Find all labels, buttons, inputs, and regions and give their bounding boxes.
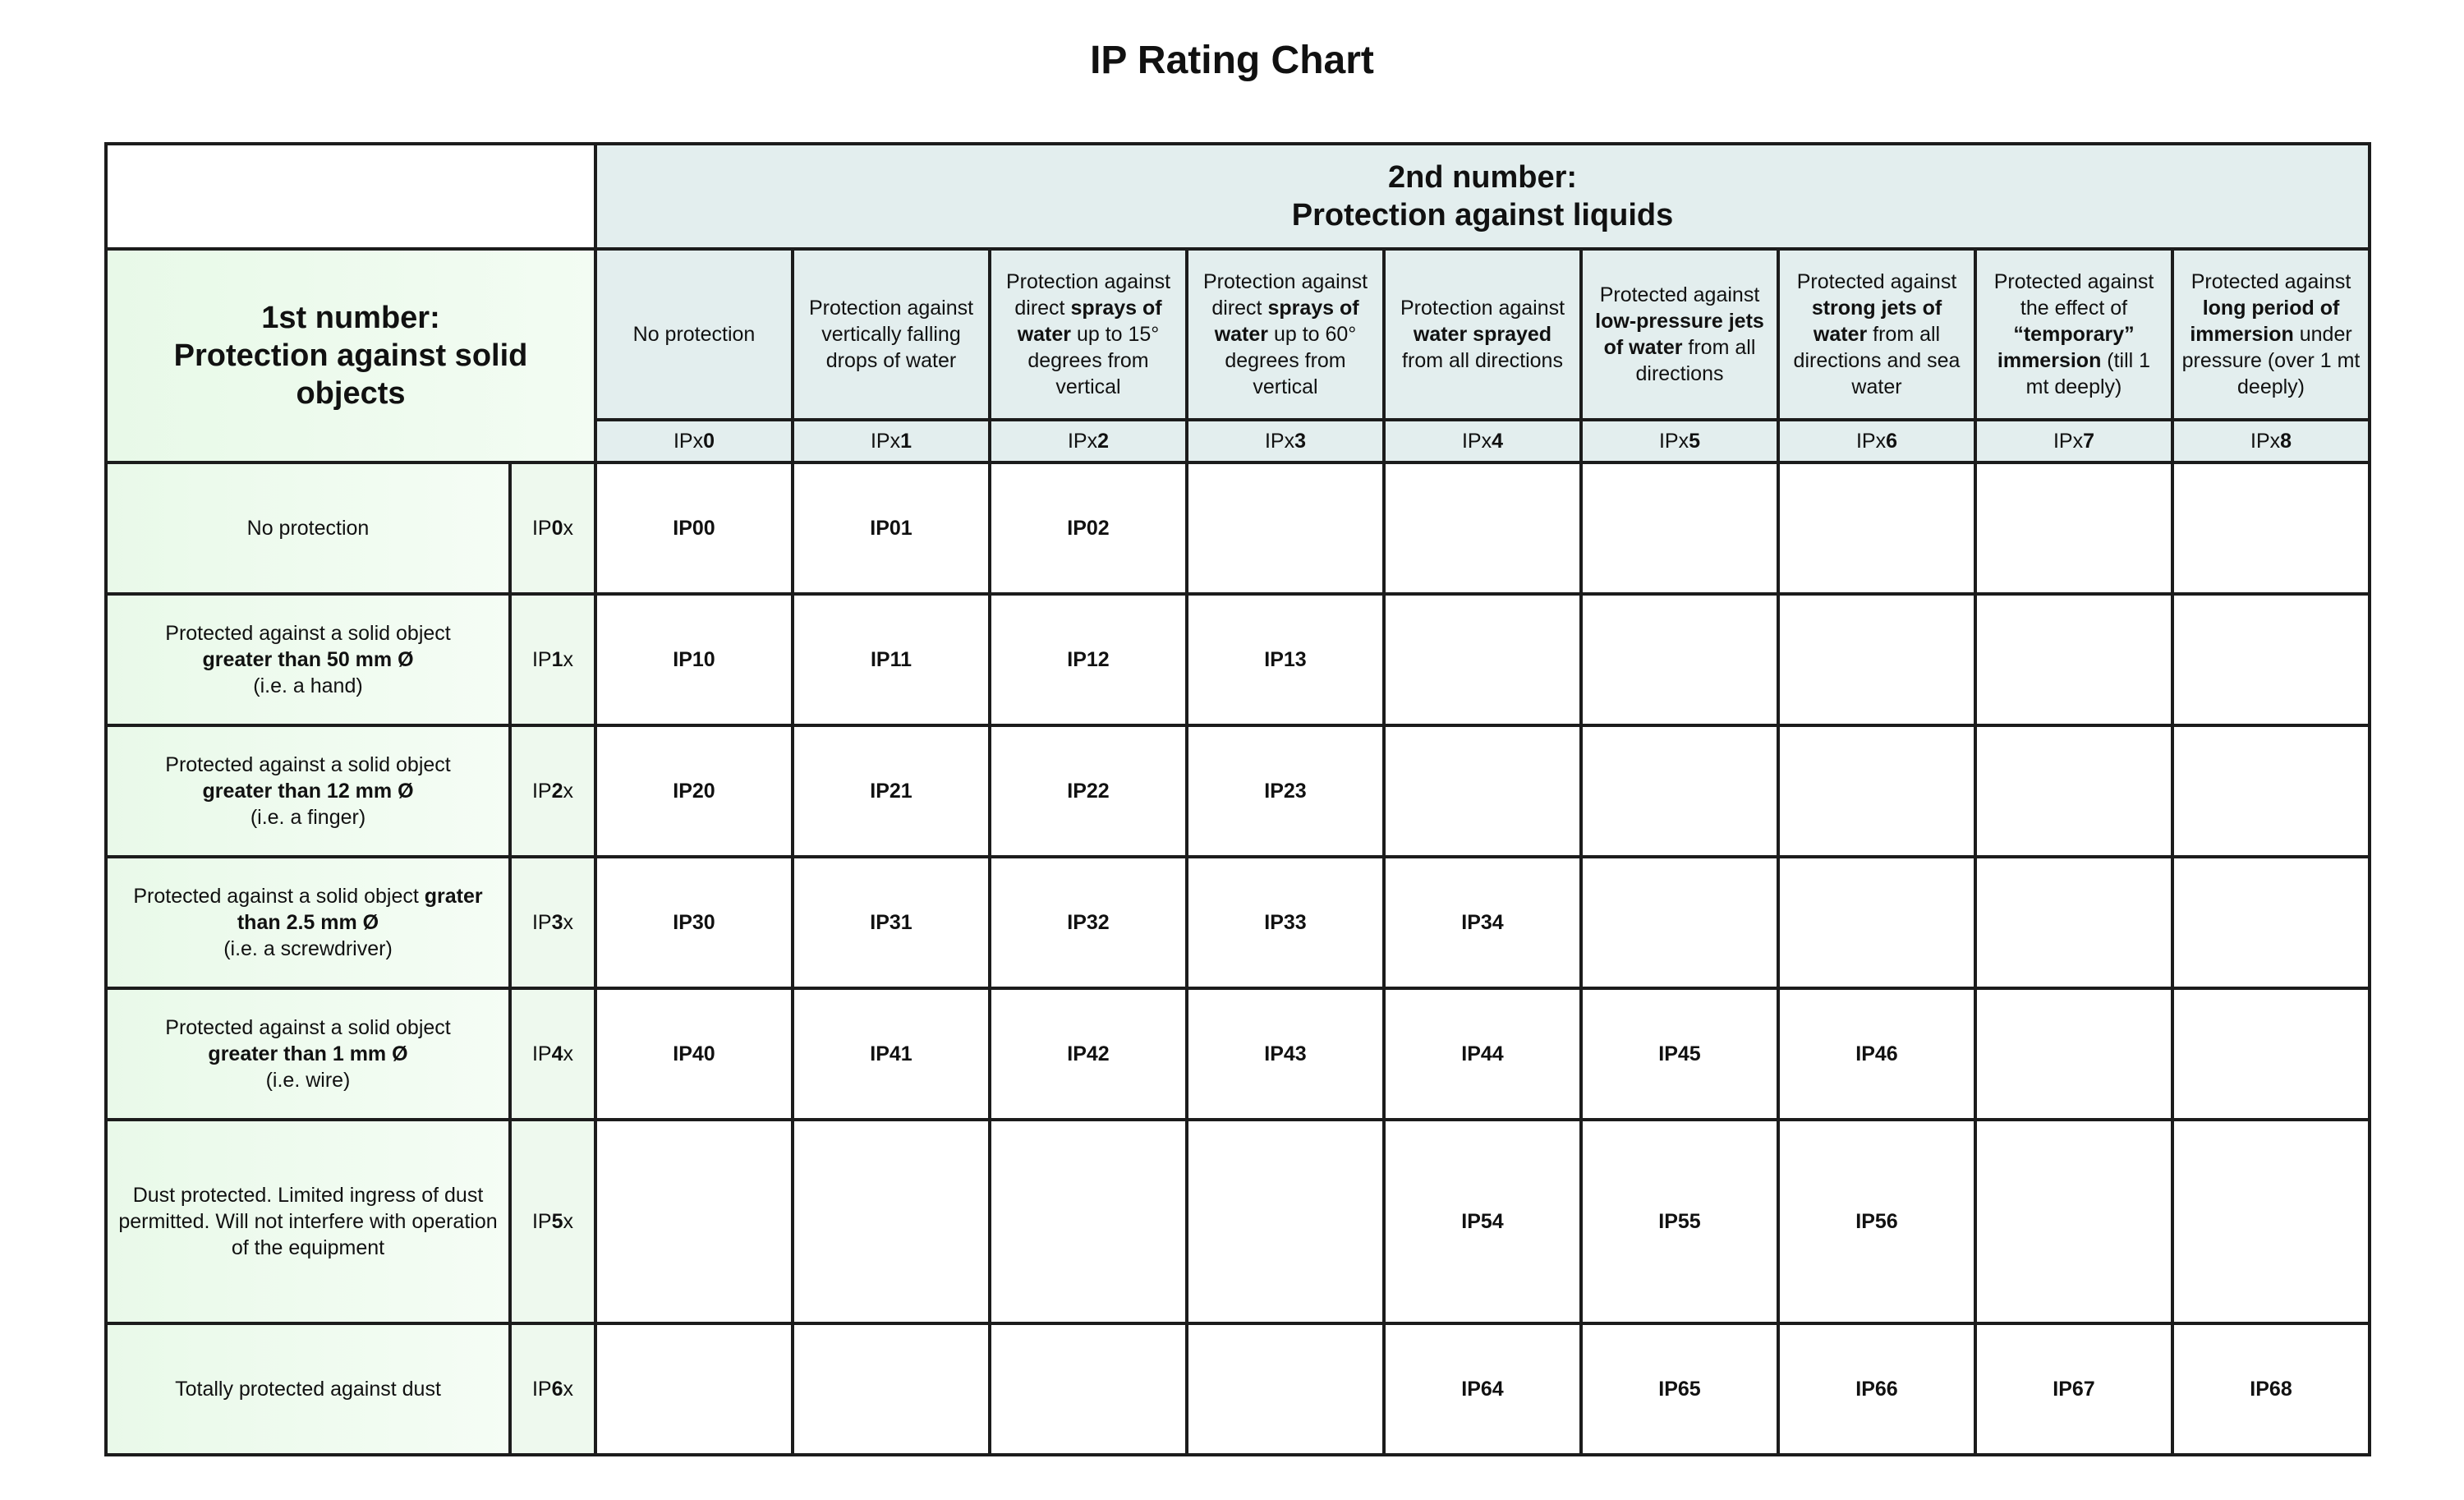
rating-cell: IP20 bbox=[595, 725, 793, 857]
rating-cell bbox=[990, 1120, 1187, 1323]
desc-fragment: low-pressure jets of water bbox=[1595, 310, 1764, 359]
desc-fragment: Protection against vertically falling drops of water bbox=[808, 297, 974, 372]
desc-fragment: up to 15° degrees from vertical bbox=[1027, 323, 1160, 398]
code-digit: 6 bbox=[1886, 430, 1898, 453]
rating-cell bbox=[1975, 725, 2172, 857]
rating-cell: IP34 bbox=[1384, 857, 1581, 988]
code-suffix: x bbox=[563, 1378, 574, 1401]
rating-cell: IP21 bbox=[793, 725, 990, 857]
rating-cell bbox=[1187, 462, 1384, 594]
desc-fragment: from all directions bbox=[1635, 336, 1756, 385]
rating-cell bbox=[2172, 857, 2370, 988]
desc-fragment: Protected against the effect of bbox=[1993, 270, 2154, 320]
desc-fragment: sprays of water bbox=[1017, 297, 1162, 346]
code-digit: 5 bbox=[1689, 430, 1701, 453]
desc-fragment: Totally protected against dust bbox=[175, 1378, 441, 1401]
rating-cell bbox=[2172, 594, 2370, 725]
rating-cell bbox=[595, 1120, 793, 1323]
rating-cell bbox=[2172, 725, 2370, 857]
rating-cell bbox=[1384, 725, 1581, 857]
rating-cell bbox=[2172, 988, 2370, 1120]
desc-fragment: Protected against bbox=[1796, 270, 1957, 293]
code-suffix: x bbox=[563, 1210, 574, 1233]
table-row bbox=[106, 462, 2370, 594]
desc-fragment: No protection bbox=[632, 323, 756, 346]
desc-fragment: greater than 12 mm Ø bbox=[202, 780, 414, 803]
rating-cell: IP42 bbox=[990, 988, 1187, 1120]
code-prefix: IPx bbox=[2053, 430, 2084, 453]
desc-fragment: strong jets of water bbox=[1811, 297, 1942, 346]
code-digit: 8 bbox=[2280, 430, 2292, 453]
solid-level-3-description bbox=[106, 857, 510, 988]
code-prefix: IP bbox=[531, 648, 552, 671]
code-prefix: IPx bbox=[1264, 430, 1295, 453]
desc-fragment: Protected against a solid object bbox=[165, 622, 451, 645]
solid-level-4-description bbox=[106, 988, 510, 1120]
code-prefix: IPx bbox=[2250, 430, 2281, 453]
liquid-level-8-description bbox=[2172, 249, 2370, 420]
code-prefix: IPx bbox=[870, 430, 901, 453]
liquid-protection-header bbox=[595, 144, 2370, 249]
solid-code-ip1x bbox=[510, 594, 595, 725]
solid-header-line1: 1st number: bbox=[261, 301, 440, 335]
rating-cell: IP30 bbox=[595, 857, 793, 988]
liquid-level-3-description bbox=[1187, 249, 1384, 420]
liquid-level-0-description bbox=[595, 249, 793, 420]
solid-level-0-description bbox=[106, 462, 510, 594]
code-digit: 3 bbox=[551, 911, 563, 934]
desc-fragment: Protected against a solid object bbox=[165, 753, 451, 776]
code-suffix: x bbox=[563, 648, 574, 671]
solid-code-ip0x bbox=[510, 462, 595, 594]
rating-cell bbox=[1778, 462, 1975, 594]
desc-fragment: (i.e. a screwdriver) bbox=[223, 937, 393, 960]
rating-cell bbox=[595, 1323, 793, 1455]
solid-code-ip2x bbox=[510, 725, 595, 857]
desc-fragment: No protection bbox=[246, 517, 370, 540]
desc-fragment: under pressure (over 1 mt deeply) bbox=[2181, 323, 2361, 398]
code-digit: 1 bbox=[551, 648, 563, 671]
liquid-level-1-description bbox=[793, 249, 990, 420]
code-digit: 5 bbox=[551, 1210, 563, 1233]
desc-fragment: Protection against bbox=[1400, 297, 1565, 320]
rating-cell bbox=[1778, 725, 1975, 857]
rating-cell: IP32 bbox=[990, 857, 1187, 988]
rating-cell: IP66 bbox=[1778, 1323, 1975, 1455]
desc-fragment: water sprayed bbox=[1413, 323, 1552, 346]
desc-fragment: from all directions bbox=[1402, 349, 1563, 372]
solid-code-ip5x bbox=[510, 1120, 595, 1323]
rating-cell: IP54 bbox=[1384, 1120, 1581, 1323]
rating-cell: IP45 bbox=[1581, 988, 1778, 1120]
code-prefix: IP bbox=[531, 1378, 552, 1401]
rating-cell: IP67 bbox=[1975, 1323, 2172, 1455]
desc-fragment: “temporary” immersion bbox=[1997, 323, 2135, 372]
rating-cell: IP23 bbox=[1187, 725, 1384, 857]
rating-cell bbox=[1581, 725, 1778, 857]
rating-cell: IP10 bbox=[595, 594, 793, 725]
code-suffix: x bbox=[563, 517, 574, 540]
rating-cell: IP43 bbox=[1187, 988, 1384, 1120]
rating-cell: IP33 bbox=[1187, 857, 1384, 988]
desc-fragment: grater than 2.5 mm Ø bbox=[237, 885, 483, 934]
code-prefix: IP bbox=[531, 780, 552, 803]
rating-cell bbox=[990, 1323, 1187, 1455]
page-title: IP Rating Chart bbox=[1090, 39, 1374, 82]
code-digit: 2 bbox=[551, 780, 563, 803]
desc-fragment: greater than 50 mm Ø bbox=[202, 648, 414, 671]
desc-fragment: from all directions and sea water bbox=[1793, 323, 1961, 398]
solid-level-2-description bbox=[106, 725, 510, 857]
rating-cell: IP22 bbox=[990, 725, 1187, 857]
rating-cell bbox=[1975, 988, 2172, 1120]
rating-cell bbox=[1975, 857, 2172, 988]
solid-code-ip3x bbox=[510, 857, 595, 988]
desc-fragment: Protection against direct bbox=[1005, 270, 1171, 320]
code-prefix: IPx bbox=[1658, 430, 1689, 453]
desc-fragment: (i.e. wire) bbox=[265, 1069, 351, 1092]
ip-rating-table bbox=[104, 142, 2371, 1456]
table-row bbox=[106, 725, 2370, 857]
desc-fragment: (i.e. a hand) bbox=[253, 674, 363, 697]
rating-cell: IP00 bbox=[595, 462, 793, 594]
code-digit: 0 bbox=[551, 517, 563, 540]
rating-cell: IP13 bbox=[1187, 594, 1384, 725]
solid-header-line2: Protection against solid objects bbox=[173, 338, 528, 411]
table-row bbox=[106, 857, 2370, 988]
desc-fragment: (till 1 mt deeply) bbox=[2025, 349, 2151, 398]
liquid-code-ipx7 bbox=[1975, 420, 2172, 462]
desc-fragment: Protected against bbox=[1599, 283, 1760, 306]
desc-fragment: sprays of water bbox=[1214, 297, 1359, 346]
rating-cell: IP68 bbox=[2172, 1323, 2370, 1455]
liquid-code-ipx0 bbox=[595, 420, 793, 462]
rating-cell bbox=[793, 1120, 990, 1323]
code-prefix: IPx bbox=[1067, 430, 1098, 453]
code-prefix: IPx bbox=[673, 430, 704, 453]
rating-cell: IP55 bbox=[1581, 1120, 1778, 1323]
liquid-code-ipx6 bbox=[1778, 420, 1975, 462]
table-row bbox=[106, 594, 2370, 725]
code-prefix: IPx bbox=[1461, 430, 1492, 453]
rating-cell: IP44 bbox=[1384, 988, 1581, 1120]
rating-cell bbox=[1187, 1323, 1384, 1455]
solid-code-ip4x bbox=[510, 988, 595, 1120]
liquid-level-7-description bbox=[1975, 249, 2172, 420]
table-row bbox=[106, 1323, 2370, 1455]
code-digit: 0 bbox=[703, 430, 715, 453]
liquid-header-line2: Protection against liquids bbox=[1291, 198, 1674, 232]
liquid-code-ipx1 bbox=[793, 420, 990, 462]
rating-cell bbox=[2172, 1120, 2370, 1323]
solid-protection-header bbox=[106, 249, 595, 462]
code-suffix: x bbox=[563, 911, 574, 934]
rating-cell bbox=[1384, 462, 1581, 594]
rating-cell: IP11 bbox=[793, 594, 990, 725]
desc-fragment: (i.e. a finger) bbox=[250, 806, 366, 829]
code-prefix: IP bbox=[531, 517, 552, 540]
table-row bbox=[106, 988, 2370, 1120]
liquid-code-ipx3 bbox=[1187, 420, 1384, 462]
rating-cell bbox=[1581, 857, 1778, 988]
rating-cell bbox=[1187, 1120, 1384, 1323]
liquid-code-ipx5 bbox=[1581, 420, 1778, 462]
code-prefix: IP bbox=[531, 911, 552, 934]
code-digit: 4 bbox=[551, 1042, 563, 1065]
desc-fragment: greater than 1 mm Ø bbox=[208, 1042, 408, 1065]
rating-cell bbox=[2172, 462, 2370, 594]
liquid-level-4-description bbox=[1384, 249, 1581, 420]
code-digit: 2 bbox=[1097, 430, 1110, 453]
code-digit: 1 bbox=[900, 430, 913, 453]
rating-cell: IP46 bbox=[1778, 988, 1975, 1120]
rating-cell bbox=[1975, 1120, 2172, 1323]
rating-cell bbox=[1975, 462, 2172, 594]
code-suffix: x bbox=[563, 1042, 574, 1065]
desc-fragment: up to 60° degrees from vertical bbox=[1225, 323, 1357, 398]
rating-cell bbox=[1778, 857, 1975, 988]
code-prefix: IPx bbox=[1855, 430, 1887, 453]
rating-cell: IP56 bbox=[1778, 1120, 1975, 1323]
rating-cell: IP40 bbox=[595, 988, 793, 1120]
rating-cell bbox=[1581, 594, 1778, 725]
liquid-header-line1: 2nd number: bbox=[1387, 160, 1578, 195]
code-digit: 3 bbox=[1294, 430, 1307, 453]
code-digit: 6 bbox=[551, 1378, 563, 1401]
rating-cell bbox=[1581, 462, 1778, 594]
rating-cell: IP01 bbox=[793, 462, 990, 594]
corner-cell bbox=[106, 144, 595, 249]
desc-fragment: Dust protected. Limited ingress of dust permitted. Will not interfere with operation of the equipment bbox=[118, 1184, 498, 1259]
code-digit: 7 bbox=[2083, 430, 2095, 453]
rating-cell bbox=[793, 1323, 990, 1455]
code-suffix: x bbox=[563, 780, 574, 803]
solid-level-5-description bbox=[106, 1120, 510, 1323]
code-prefix: IP bbox=[531, 1042, 552, 1065]
liquid-level-2-description bbox=[990, 249, 1187, 420]
desc-fragment: Protection against direct bbox=[1202, 270, 1368, 320]
rating-cell: IP65 bbox=[1581, 1323, 1778, 1455]
table-row bbox=[106, 1120, 2370, 1323]
code-prefix: IP bbox=[531, 1210, 552, 1233]
rating-cell: IP02 bbox=[990, 462, 1187, 594]
rating-cell: IP41 bbox=[793, 988, 990, 1120]
desc-fragment: Protected against a solid object bbox=[165, 1016, 451, 1039]
solid-code-ip6x bbox=[510, 1323, 595, 1455]
desc-fragment: Protected against a solid object bbox=[133, 885, 425, 908]
liquid-code-ipx8 bbox=[2172, 420, 2370, 462]
desc-fragment: Protected against bbox=[2190, 270, 2351, 293]
rating-cell: IP64 bbox=[1384, 1323, 1581, 1455]
liquid-code-ipx2 bbox=[990, 420, 1187, 462]
rating-cell: IP31 bbox=[793, 857, 990, 988]
rating-cell bbox=[1778, 594, 1975, 725]
liquid-code-ipx4 bbox=[1384, 420, 1581, 462]
rating-cell: IP12 bbox=[990, 594, 1187, 725]
solid-level-1-description bbox=[106, 594, 510, 725]
liquid-level-5-description bbox=[1581, 249, 1778, 420]
solid-level-6-description bbox=[106, 1323, 510, 1455]
rating-cell bbox=[1975, 594, 2172, 725]
rating-cell bbox=[1384, 594, 1581, 725]
desc-fragment: long period of immersion bbox=[2190, 297, 2340, 346]
code-digit: 4 bbox=[1492, 430, 1504, 453]
liquid-level-6-description bbox=[1778, 249, 1975, 420]
